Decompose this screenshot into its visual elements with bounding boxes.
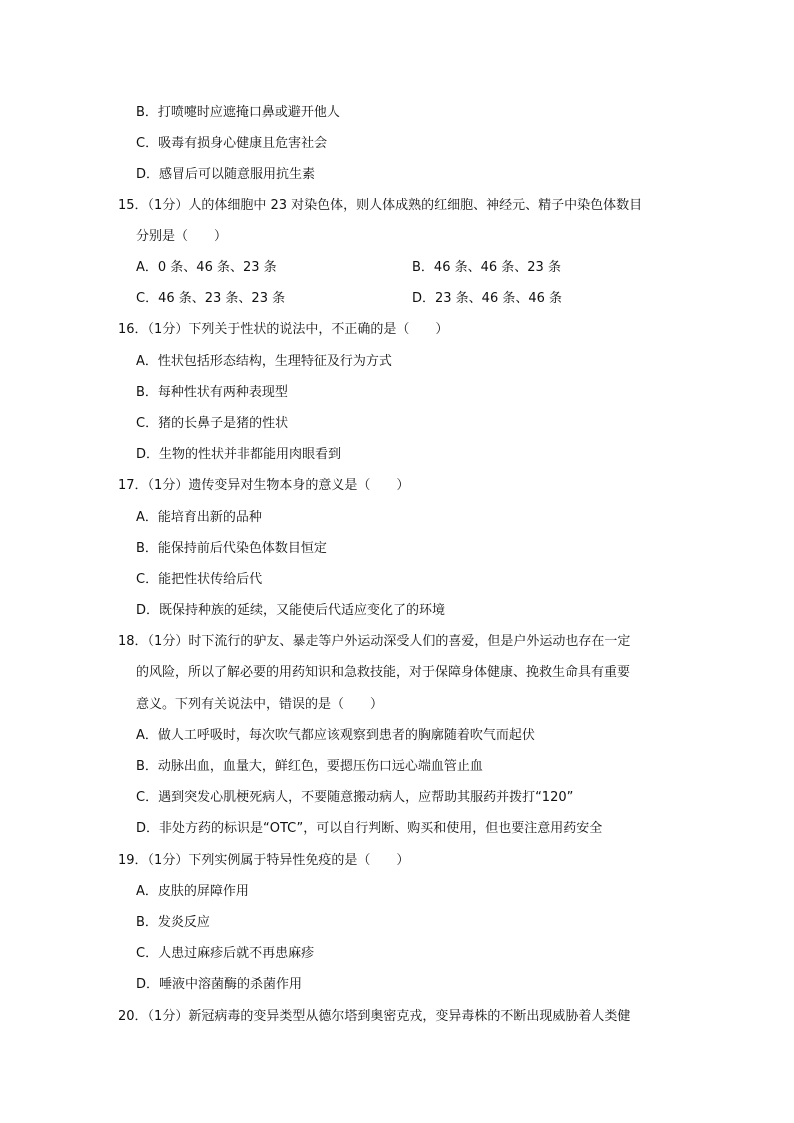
q15-stem-line2: 分别是（ ） — [136, 229, 228, 244]
q19-stem: 19．（1分）下列实例属于特异性免疫的是（ ） — [118, 853, 410, 868]
q17-option-c: C．能把性状传给后代 — [136, 572, 263, 587]
q16-stem: 16．（1分）下列关于性状的说法中，不正确的是（ ） — [118, 322, 449, 337]
q20-stem-line1: 20．（1分）新冠病毒的变异类型从德尔塔到奥密克戎，变异毒株的不断出现威胁着人类健 — [118, 1009, 631, 1024]
q18-option-c: C．遇到突发心肌梗死病人，不要随意搬动病人，应帮助其服药并拨打“120” — [136, 790, 574, 805]
q16-option-d: D．生物的性状并非都能用肉眼看到 — [136, 447, 342, 462]
q17-option-a: A．能培育出新的品种 — [136, 510, 262, 525]
q18-stem-line1: 18．（1分）时下流行的驴友、暴走等户外运动深受人们的喜爱，但是户外运动也存在一定 — [118, 634, 631, 649]
q15-option-b: B．46 条、46 条、23 条 — [412, 260, 561, 275]
q14-option-c: C．吸毒有损身心健康且危害社会 — [136, 136, 328, 151]
q14-option-b: B．打喷嚏时应遮掩口鼻或避开他人 — [136, 105, 340, 120]
q15-option-d: D．23 条、46 条、46 条 — [412, 291, 563, 306]
q17-option-d: D．既保持种族的延续，又能使后代适应变化了的环境 — [136, 603, 446, 618]
q19-option-c: C．人患过麻疹后就不再患麻疹 — [136, 946, 315, 961]
q16-option-a: A．性状包括形态结构，生理特征及行为方式 — [136, 354, 392, 369]
q15-stem-line1: 15．（1分）人的体细胞中 23 对染色体，则人体成熟的红细胞、神经元、精子中染色体数目 — [118, 198, 643, 213]
q15-option-c: C．46 条、23 条、23 条 — [136, 291, 286, 306]
q18-stem-line2: 的风险，所以了解必要的用药知识和急救技能，对于保障身体健康、挽救生命具有重要 — [136, 665, 631, 680]
q16-option-c: C．猪的长鼻子是猪的性状 — [136, 416, 289, 431]
q14-option-d: D．感冒后可以随意服用抗生素 — [136, 167, 316, 182]
q15-option-a: A．0 条、46 条、23 条 — [136, 260, 277, 275]
q19-option-d: D．唾液中溶菌酶的杀菌作用 — [136, 977, 303, 992]
q19-option-a: A．皮肤的屏障作用 — [136, 884, 249, 899]
q18-option-b: B．动脉出血，血量大，鲜红色，要摁压伤口远心端血管止血 — [136, 759, 483, 774]
q18-stem-line3: 意义。下列有关说法中，错误的是（ ） — [136, 697, 384, 712]
q17-stem: 17．（1分）遗传变异对生物本身的意义是（ ） — [118, 478, 410, 493]
q18-option-a: A．做人工呼吸时，每次吹气都应该观察到患者的胸廓随着吹气而起伏 — [136, 728, 535, 743]
q18-option-d: D．非处方药的标识是“OTC”，可以自行判断、购买和使用，但也要注意用药安全 — [136, 821, 603, 836]
q17-option-b: B．能保持前后代染色体数目恒定 — [136, 541, 327, 556]
q19-option-b: B．发炎反应 — [136, 915, 210, 930]
q16-option-b: B．每种性状有两种表现型 — [136, 385, 288, 400]
